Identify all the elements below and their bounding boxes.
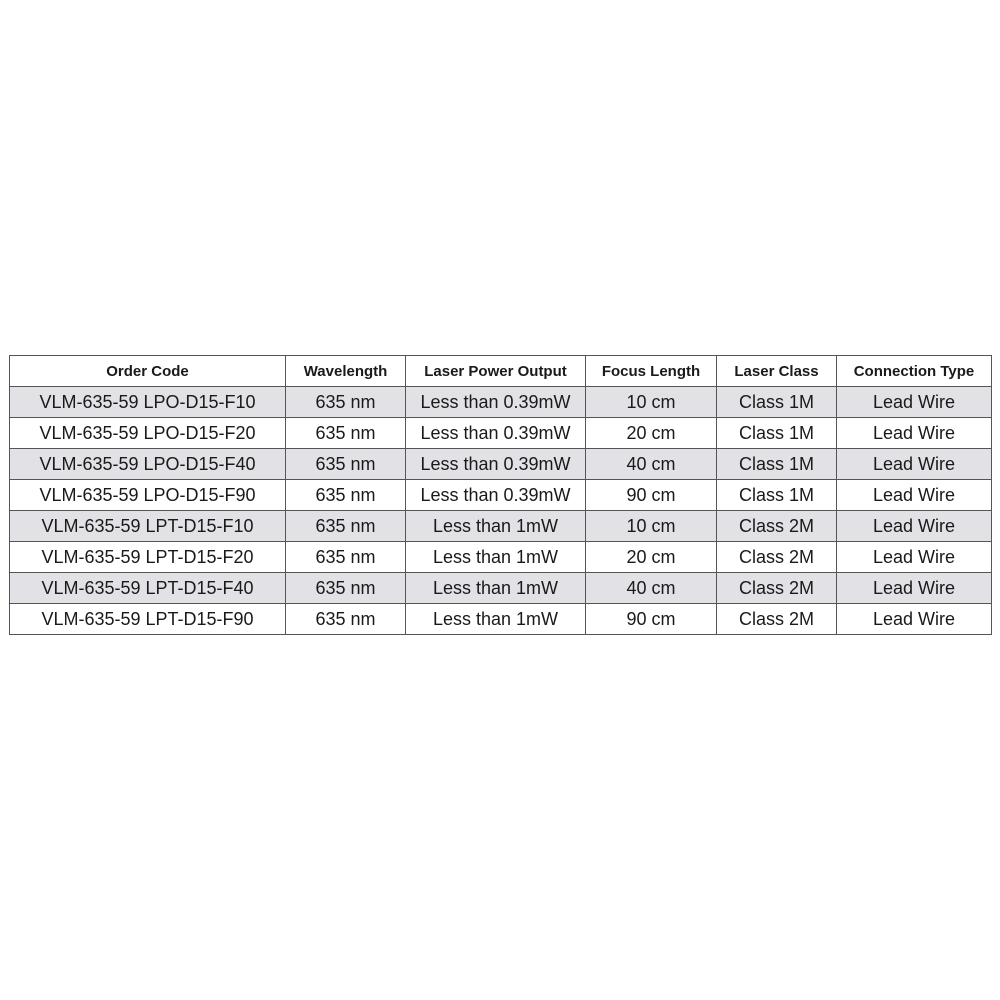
cell-laser-class: Class 2M: [717, 604, 837, 635]
header-connection-type: Connection Type: [837, 356, 992, 387]
cell-order-code: VLM-635-59 LPT-D15-F20: [10, 542, 286, 573]
header-order-code: Order Code: [10, 356, 286, 387]
table-header: [10, 356, 992, 387]
cell-laser-power-output: Less than 1mW: [406, 542, 586, 573]
cell-laser-power-output: Less than 0.39mW: [406, 480, 586, 511]
cell-wavelength: 635 nm: [286, 511, 406, 542]
cell-laser-power-output: Less than 1mW: [406, 511, 586, 542]
cell-focus-length: 10 cm: [586, 511, 717, 542]
cell-laser-class: Class 2M: [717, 511, 837, 542]
cell-laser-class: Class 2M: [717, 573, 837, 604]
cell-laser-class: Class 1M: [717, 418, 837, 449]
cell-order-code: VLM-635-59 LPO-D15-F20: [10, 418, 286, 449]
cell-focus-length: 90 cm: [586, 604, 717, 635]
table-row: [10, 542, 992, 573]
cell-wavelength: 635 nm: [286, 573, 406, 604]
cell-connection-type: Lead Wire: [837, 573, 992, 604]
cell-focus-length: 40 cm: [586, 573, 717, 604]
table-row: [10, 573, 992, 604]
cell-laser-power-output: Less than 1mW: [406, 604, 586, 635]
cell-focus-length: 20 cm: [586, 542, 717, 573]
cell-wavelength: 635 nm: [286, 387, 406, 418]
cell-wavelength: 635 nm: [286, 542, 406, 573]
header-wavelength: Wavelength: [286, 356, 406, 387]
table-row: [10, 604, 992, 635]
header-row: [10, 356, 992, 387]
table-body: [10, 387, 992, 635]
header-laser-class: Laser Class: [717, 356, 837, 387]
table-row: [10, 480, 992, 511]
cell-connection-type: Lead Wire: [837, 511, 992, 542]
header-laser-power-output: Laser Power Output: [406, 356, 586, 387]
cell-laser-class: Class 1M: [717, 449, 837, 480]
cell-laser-power-output: Less than 0.39mW: [406, 449, 586, 480]
cell-order-code: VLM-635-59 LPT-D15-F90: [10, 604, 286, 635]
cell-focus-length: 90 cm: [586, 480, 717, 511]
cell-focus-length: 20 cm: [586, 418, 717, 449]
cell-wavelength: 635 nm: [286, 418, 406, 449]
cell-wavelength: 635 nm: [286, 480, 406, 511]
cell-connection-type: Lead Wire: [837, 480, 992, 511]
cell-connection-type: Lead Wire: [837, 542, 992, 573]
cell-focus-length: 40 cm: [586, 449, 717, 480]
cell-order-code: VLM-635-59 LPT-D15-F40: [10, 573, 286, 604]
table-row: [10, 387, 992, 418]
table-row: [10, 418, 992, 449]
cell-laser-power-output: Less than 0.39mW: [406, 418, 586, 449]
cell-laser-class: Class 2M: [717, 542, 837, 573]
cell-order-code: VLM-635-59 LPO-D15-F40: [10, 449, 286, 480]
cell-wavelength: 635 nm: [286, 449, 406, 480]
cell-order-code: VLM-635-59 LPO-D15-F10: [10, 387, 286, 418]
cell-order-code: VLM-635-59 LPT-D15-F10: [10, 511, 286, 542]
cell-connection-type: Lead Wire: [837, 387, 992, 418]
spec-table: [9, 355, 992, 635]
cell-wavelength: 635 nm: [286, 604, 406, 635]
table-row: [10, 511, 992, 542]
cell-connection-type: Lead Wire: [837, 418, 992, 449]
cell-connection-type: Lead Wire: [837, 449, 992, 480]
cell-laser-class: Class 1M: [717, 480, 837, 511]
cell-laser-power-output: Less than 1mW: [406, 573, 586, 604]
cell-laser-power-output: Less than 0.39mW: [406, 387, 586, 418]
header-focus-length: Focus Length: [586, 356, 717, 387]
cell-connection-type: Lead Wire: [837, 604, 992, 635]
cell-order-code: VLM-635-59 LPO-D15-F90: [10, 480, 286, 511]
cell-laser-class: Class 1M: [717, 387, 837, 418]
table-row: [10, 449, 992, 480]
cell-focus-length: 10 cm: [586, 387, 717, 418]
